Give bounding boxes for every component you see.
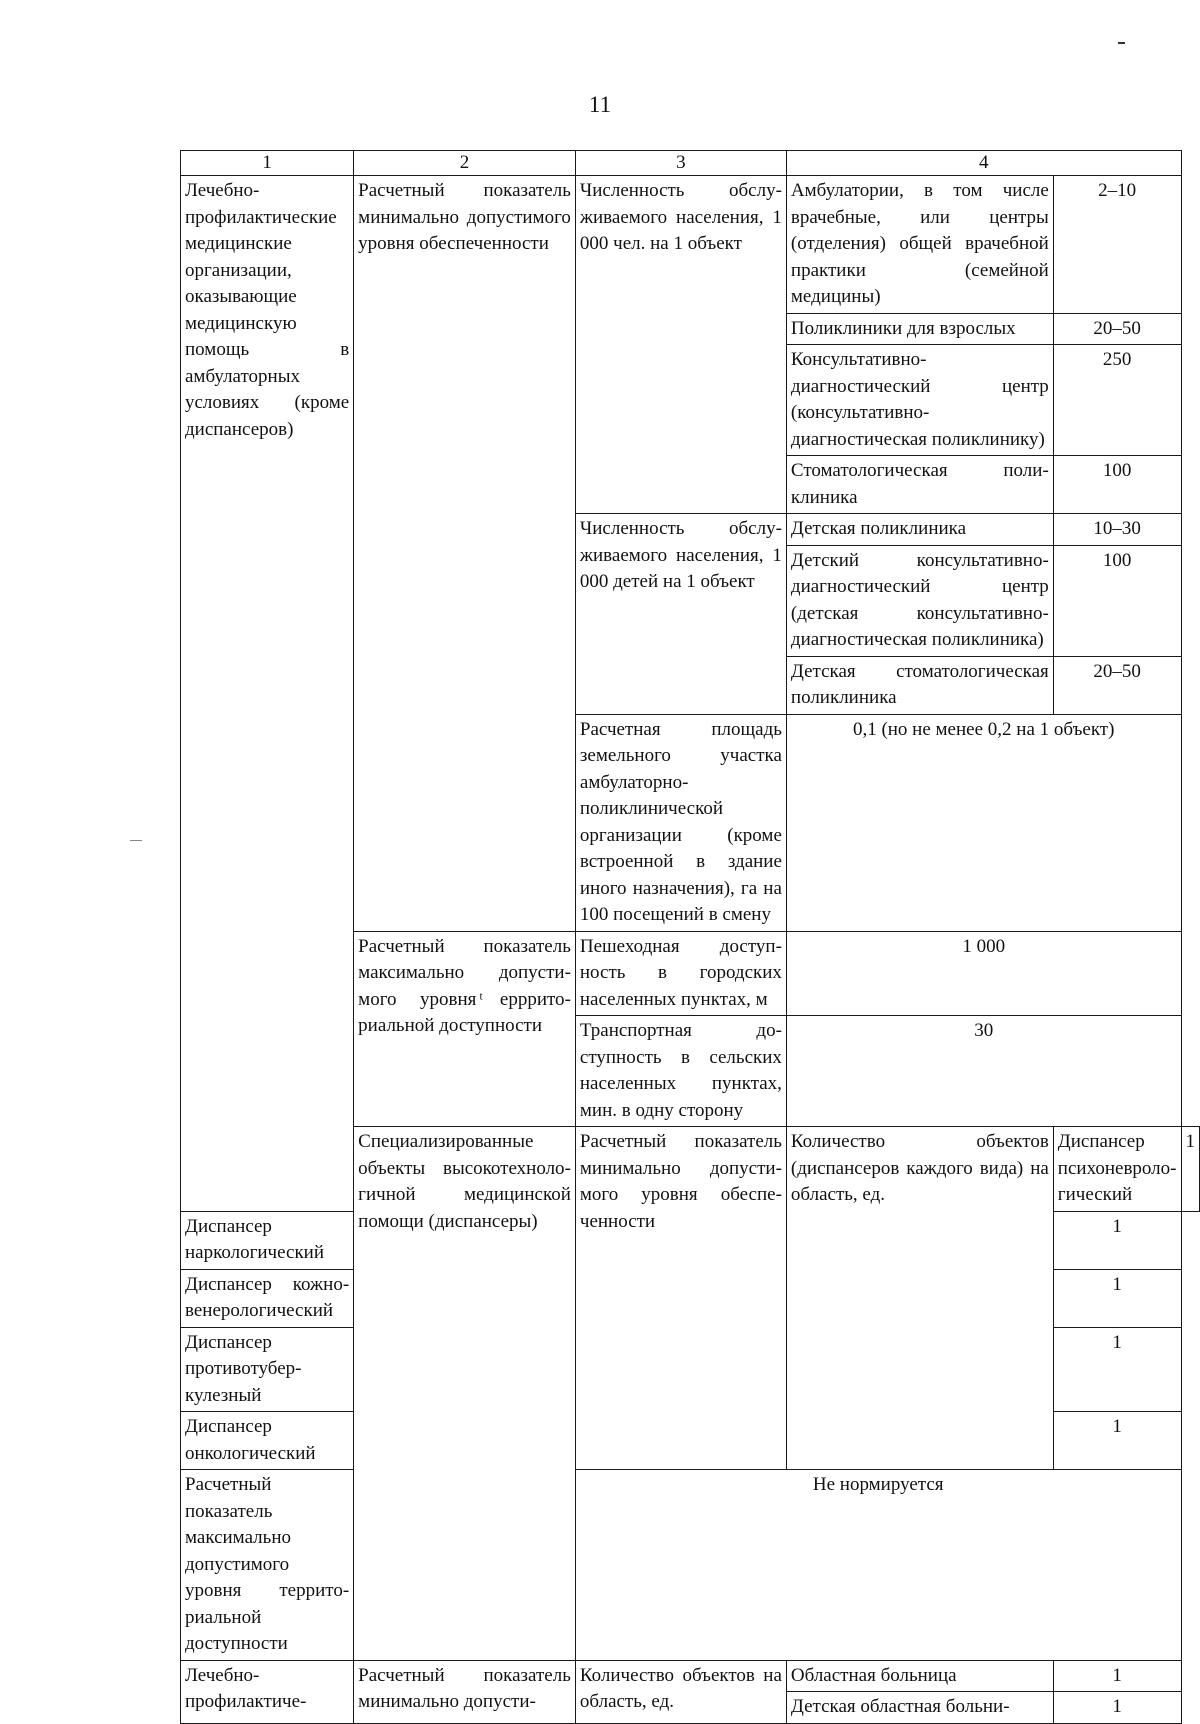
value-cell: 20–50 [1053,313,1181,345]
table-row [181,176,1200,314]
value-cell: 10–30 [1053,514,1181,546]
table-row [181,1470,1200,1661]
value-cell: 1 [1053,1269,1181,1327]
facility-cell: Амбулатории, в том числе врачебные, или центры (отделения) общей врачебной практики (семейной медицины) [786,176,1053,314]
header-row [181,151,1200,176]
measure-cell: Количество объектов (диспансеров каждого вида) на область, ед. [786,1127,1053,1470]
category-cell: Специализированные объекты высокотехнологичной медицинской помощи (диспансеры) [354,1127,576,1661]
indicator-cell: Расчетный показатель максимально допустимого уровня ͭеррриториальной доступности [354,931,576,1127]
measure-cell: Численность обслуживаемого населения, 1 000 чел. на 1 объект [575,176,786,514]
value-cell: 30 [786,1016,1181,1127]
facility-cell: Детская стоматологическая поликлиника [786,656,1053,714]
value-cell: 100 [1053,456,1181,514]
indicator-cell: Расчетный показатель минимально допустимого уровня обеспеченности [575,1127,786,1470]
indicator-cell: Расчетный показатель минимально допусти- [354,1660,576,1723]
page-number: 11 [588,92,612,117]
facility-cell: Диспансер противотуберкулезный [181,1327,354,1412]
value-cell: 2–10 [1053,176,1181,314]
facility-cell: Детский консультативно-диагностический центр (детская консультативно-диагностическая поликлиника) [786,545,1053,656]
facility-cell: Поликлиники для взрослых [786,313,1053,345]
facility-cell: Диспансер кожно-венерологический [181,1269,354,1327]
scan-mark [1118,42,1125,44]
measure-cell: Количество объектов на область, ед. [575,1660,786,1723]
facility-cell: Стоматологическая поликлиника [786,456,1053,514]
header-cell: 4 [786,151,1181,176]
category-cell: Лечебно-профилактические медицинские организации, оказывающие медицинскую помощь в амбулаторных условиях (кроме диспансеров) [181,176,354,1212]
category-cell: Лечебно-профилактиче- [181,1660,354,1723]
measure-cell: Численность обслуживаемого населения, 1 000 детей на 1 объект [575,514,786,715]
facility-cell: Диспансер психоневрологический [1053,1127,1181,1212]
measure-cell: Расчетная площадь земельного участка амбулаторно-поликлинической организации (кроме встроенной в здание иного назначения), га на 100 посещений в смену [575,714,786,931]
value-cell: 250 [1053,345,1181,456]
value-cell: 1 [1053,1692,1181,1724]
header-cell: 1 [181,151,354,176]
value-cell: 0,1 (но не менее 0,2 на 1 объект) [786,714,1181,931]
measure-cell: Транспортная доступность в сельских населенных пунктах, мин. в одну сторону [575,1016,786,1127]
facility-cell: Консультативно-диагностический центр (консультативно-диагностическая поликлинику) [786,345,1053,456]
value-cell: 1 [1053,1211,1181,1269]
value-cell: Не нормируется [575,1470,1181,1661]
indicator-cell: Расчетный показатель максимально допустимого уровня территориальной доступности [181,1470,354,1661]
value-cell: 1 [1181,1127,1200,1212]
facility-cell: Детская поликлиника [786,514,1053,546]
header-cell: 3 [575,151,786,176]
value-cell: 20–50 [1053,656,1181,714]
measure-cell: Пешеходная доступность в городских населенных пунктах, м [575,931,786,1016]
value-cell: 1 [1053,1412,1181,1470]
value-cell: 1 000 [786,931,1181,1016]
scan-mark [130,840,142,841]
facility-cell: Детская областная больни- [786,1692,1053,1724]
value-cell: 1 [1053,1660,1181,1692]
header-cell: 2 [354,151,576,176]
indicator-cell: Расчетный показатель минимально допустимого уровня обеспеченности [354,176,576,932]
norms-table [180,150,1200,1724]
table-row [181,1660,1200,1692]
value-cell: 100 [1053,545,1181,656]
facility-cell: Областная больница [786,1660,1053,1692]
value-cell: 1 [1053,1327,1181,1412]
facility-cell: Диспансер онкологический [181,1412,354,1470]
facility-cell: Диспансер наркологический [181,1211,354,1269]
